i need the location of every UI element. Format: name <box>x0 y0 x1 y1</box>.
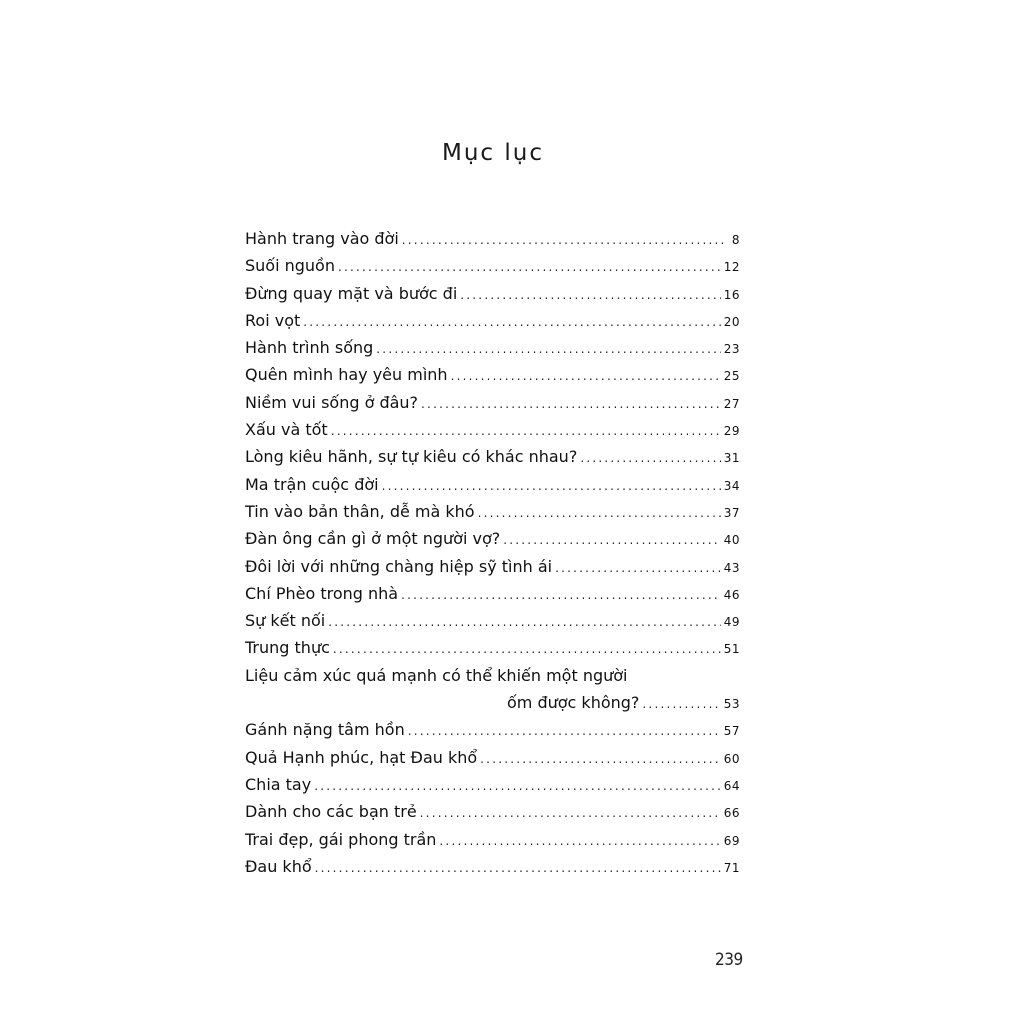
toc-entry-label: Gánh nặng tâm hồn <box>245 720 405 740</box>
toc-entry <box>245 361 740 388</box>
toc-entry-page: 53 <box>723 697 740 712</box>
toc-entry-label: Dành cho các bạn trẻ <box>245 802 417 822</box>
dot-leader <box>580 445 720 472</box>
dot-leader <box>555 555 721 582</box>
toc-entry-label: Chia tay <box>245 774 312 794</box>
toc-entry-label: Suối nguồn <box>245 256 335 276</box>
toc-entry <box>245 771 740 798</box>
toc-entry-page: 37 <box>723 505 740 520</box>
toc-entry-page: 43 <box>723 560 740 575</box>
toc-entry-page: 25 <box>723 369 740 384</box>
toc-entry <box>245 443 740 470</box>
toc-entry-multiline <box>245 662 740 717</box>
dot-leader <box>401 582 721 609</box>
toc-entry <box>245 225 740 252</box>
toc-entry-page: 27 <box>723 396 740 411</box>
dot-leader <box>338 254 721 281</box>
toc-entry-label: Hành trình sống <box>245 338 374 358</box>
toc-entry-label: Xấu và tốt <box>245 420 328 440</box>
toc-entry-label: Đừng quay mặt và bước đi <box>245 283 458 303</box>
toc-entry-label: Đàn ông cần gì ở một người vợ? <box>245 529 501 549</box>
toc-entry-label-line2: ốm được không? <box>507 693 640 713</box>
toc-entry-page: 60 <box>723 751 740 766</box>
dot-leader <box>315 855 721 882</box>
dot-leader <box>439 828 720 855</box>
toc-entry <box>245 607 740 634</box>
toc-entry-label: Lòng kiêu hãnh, sự tự kiêu có khác nhau? <box>245 447 578 467</box>
toc-entry-page: 71 <box>723 860 740 875</box>
toc-entry-label: Ma trận cuộc đời <box>245 474 379 494</box>
toc-entry <box>245 525 740 552</box>
toc-entry <box>245 716 740 743</box>
toc-entry <box>245 634 740 661</box>
toc-entry-page: 34 <box>723 478 740 493</box>
dot-leader <box>333 636 721 663</box>
toc-entry-page: 64 <box>723 778 740 793</box>
toc-entry-label: Đôi lời với những chàng hiệp sỹ tình ái <box>245 556 553 576</box>
toc-entry-label-line1: Liệu cảm xúc quá mạnh có thể khiến một người <box>245 665 628 685</box>
toc-entry-label: Sự kết nối <box>245 611 326 631</box>
toc-entry-page: 40 <box>723 533 740 548</box>
toc-entry-label: Quả Hạnh phúc, hạt Đau khổ <box>245 747 478 767</box>
dot-leader <box>382 473 721 500</box>
toc-entry-page: 49 <box>723 615 740 630</box>
toc-entry-page: 16 <box>723 287 740 302</box>
dot-leader <box>421 391 721 418</box>
toc-entry-label: Đau khổ <box>245 856 312 876</box>
toc-entry-page: 46 <box>723 587 740 602</box>
toc-entry-label: Trai đẹp, gái phong trần <box>245 829 437 849</box>
toc-entry-page: 8 <box>731 233 740 247</box>
toc-entry-page: 29 <box>723 424 740 439</box>
toc-entry <box>245 416 740 443</box>
toc-entry <box>245 498 740 525</box>
toc-entry-page: 57 <box>723 724 740 739</box>
dot-leader <box>376 336 720 363</box>
toc-entry-label: Roi vọt <box>245 310 301 330</box>
toc-entry-page: 31 <box>723 451 740 466</box>
toc-entry-label: Niềm vui sống ở đâu? <box>245 392 419 412</box>
toc-entry <box>245 553 740 580</box>
dot-leader <box>331 418 721 445</box>
toc-entry <box>245 252 740 279</box>
toc-entry <box>245 471 740 498</box>
toc-entry-label: Chí Phèo trong nhà <box>245 583 399 603</box>
toc-entry-label: Quên mình hay yêu mình <box>245 365 448 385</box>
toc-entry <box>245 744 740 771</box>
dot-leader <box>480 746 721 773</box>
dot-leader <box>420 800 721 827</box>
toc-entry-label: Tin vào bản thân, dễ mà khó <box>245 501 475 521</box>
dot-leader <box>642 691 720 718</box>
dot-leader <box>402 227 723 254</box>
toc-entry-label: Trung thực <box>245 638 330 658</box>
page-number: 239 <box>715 950 743 970</box>
dot-leader <box>328 609 720 636</box>
toc-entry-line2 <box>245 689 740 716</box>
toc-entry-page: 23 <box>723 342 740 357</box>
table-of-contents <box>245 225 740 880</box>
toc-entry-page: 69 <box>723 833 740 848</box>
dot-leader <box>503 527 720 554</box>
dot-leader <box>408 718 721 745</box>
toc-entry <box>245 280 740 307</box>
toc-entry-page: 66 <box>723 806 740 821</box>
toc-entry <box>245 826 740 853</box>
page-title: Mục lục <box>442 140 544 166</box>
toc-entry <box>245 389 740 416</box>
toc-entry-label: Hành trang vào đời <box>245 229 399 248</box>
dot-leader <box>460 282 720 309</box>
dot-leader <box>451 363 721 390</box>
toc-entry <box>245 334 740 361</box>
toc-entry-page: 20 <box>723 314 740 329</box>
dot-leader <box>314 773 721 800</box>
dot-leader <box>303 309 720 336</box>
toc-entry-page: 51 <box>723 642 740 657</box>
toc-entry <box>245 853 740 880</box>
toc-entry <box>245 580 740 607</box>
dot-leader <box>478 500 721 527</box>
toc-entry <box>245 798 740 825</box>
toc-entry <box>245 307 740 334</box>
toc-entry-page: 12 <box>723 260 740 275</box>
